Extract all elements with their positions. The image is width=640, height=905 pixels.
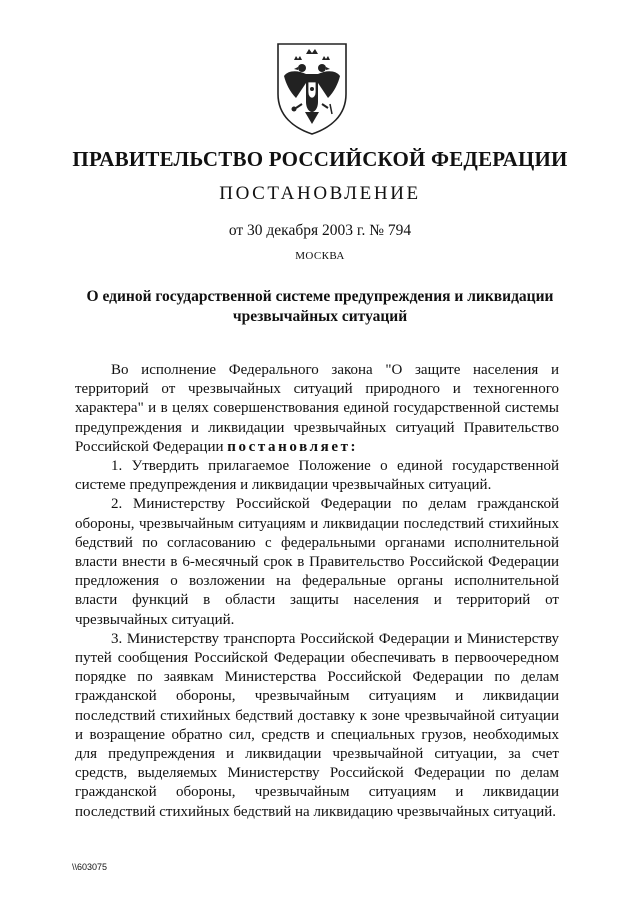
- document-city: МОСКВА: [295, 250, 345, 262]
- document-code: \\603075: [72, 862, 108, 872]
- document-type: ПОСТАНОВЛЕНИЕ: [219, 183, 421, 204]
- document-heading: О единой государственной системе предупреждения и ликвидации чрезвычайных ситуаций: [86, 288, 554, 325]
- intro-paragraph: [75, 361, 559, 457]
- document-date-number: от 30 декабря 2003 г. № 794: [228, 222, 412, 239]
- item-3: 3. Министерству транспорта Российской Федерации и Министерству путей сообщения Российской Федерации обеспечивать в первоочередном порядке по заявкам Министерства Российской Федерации по делам гражданской обороны, чрезвычайным ситуациям и ликвидации последствий стихийных бедствий доставку к зоне чрезвычайной ситуации и возращение обратно сил, средств и специальных грузов, необходимых для предупреждения и ликвидации чрезвычайной ситуации, за счет средств, выделяемых Министерству Российской Федерации по делам гражданской обороны, чрезвычайным ситуациям и ликвидации последствий стихийных бедствий на ликвидацию чрезвычайных ситуаций.: [75, 630, 559, 820]
- document-body: [75, 361, 559, 822]
- double-headed-eagle-emblem: [272, 40, 352, 136]
- item-2: 2. Министерству Российской Федерации по делам гражданской обороны, чрезвычайным ситуациям и ликвидации последствий стихийных бедствий по согласованию с федеральными органами исполнительной власти внести в 6-месячный срок в Правительство Российской Федерации предложения о возложении на федеральные органы исполнительной власти функций в области защиты населения и территорий от чрезвычайных ситуаций.: [75, 496, 559, 628]
- intro-verb: постановляет:: [227, 438, 359, 455]
- item-1: 1. Утвердить прилагаемое Положение о единой государственной системе предупреждения и ликвидации чрезвычайных ситуаций.: [75, 458, 559, 494]
- intro-text: Во исполнение Федерального закона "О защите населения и территорий от чрезвычайных ситуаций природного и техногенного характера" и в целях совершенствования единой государственной системы предупреждения и ликвидации чрезвычайных ситуаций Правительство Российской Федерации: [75, 362, 559, 455]
- government-title: ПРАВИТЕЛЬСТВО РОССИЙСКОЙ ФЕДЕРАЦИИ: [72, 147, 568, 171]
